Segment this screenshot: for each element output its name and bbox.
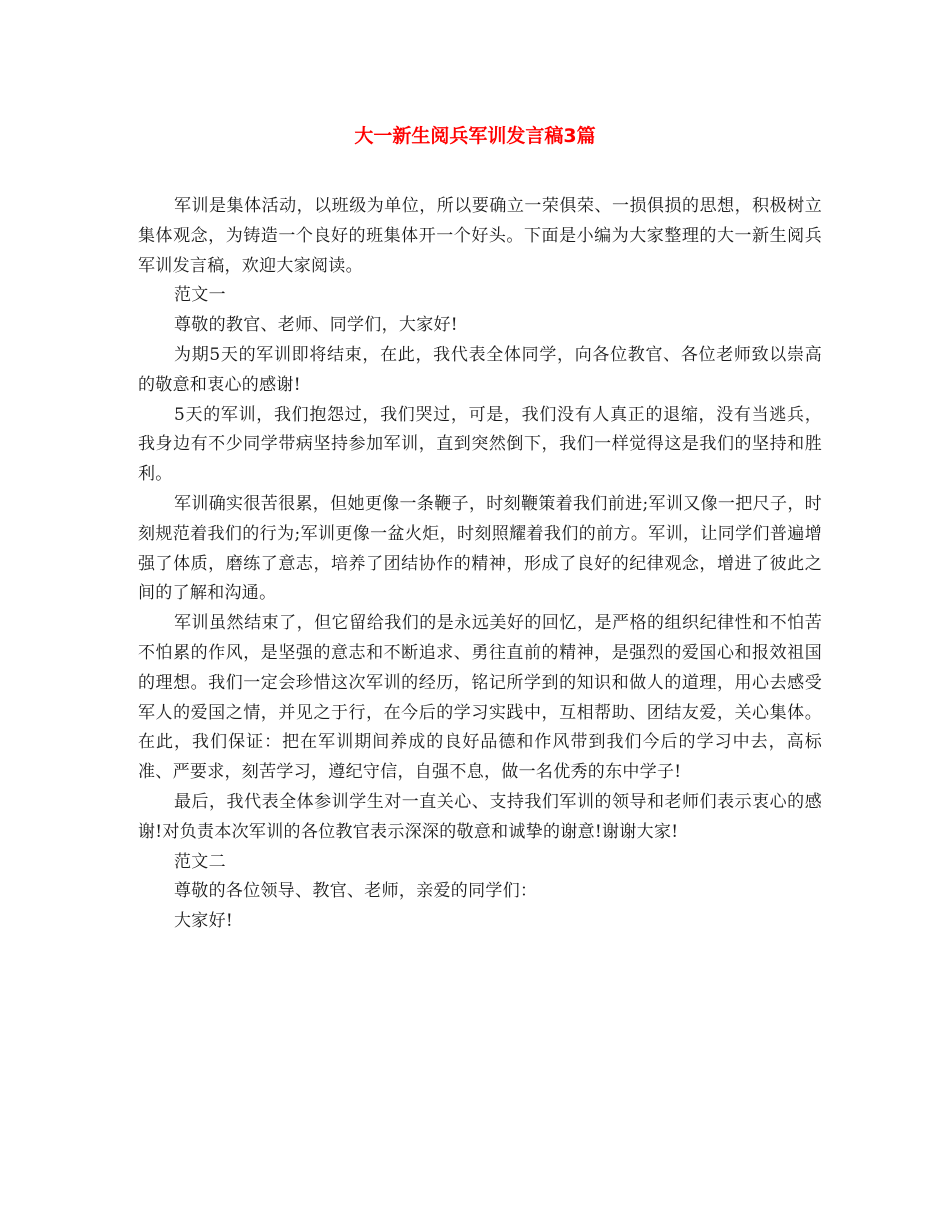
body-paragraph: 军训虽然结束了，但它留给我们的是永远美好的回忆，是严格的组织纪律性和不怕苦不怕累的作风，是坚强的意志和不断追求、勇往直前的精神，是强烈的爱国心和报效祖国的理想。我们一定会珍惜这次军训的经历，铭记所学到的知识和做人的道理，用心去感受军人的爱国之情，并见之于行，在今后的学习实践中，互相帮助、团结友爱，关心集体。在此，我们保证：把在军训期间养成的良好品德和作风带到我们今后的学习中去，高标准、严要求，刻苦学习，遵纪守信，自强不息，做一名优秀的东中学子! — [138, 613, 822, 783]
greeting-paragraph: 大家好! — [174, 911, 234, 932]
section-heading-sample-1: 范文一 — [174, 285, 226, 306]
document-body — [138, 192, 822, 937]
closing-paragraph: 最后，我代表全体参训学生对一直关心、支持我们军训的领导和老师们表示衷心的感谢!对负责本次军训的各位教官表示深深的敬意和诚挚的谢意!谢谢大家! — [138, 791, 822, 842]
body-paragraph: 5天的军训，我们抱怨过，我们哭过，可是，我们没有人真正的退缩，没有当逃兵，我身边有不少同学带病坚持参加军训，直到突然倒下，我们一样觉得这是我们的坚持和胜利。 — [138, 404, 822, 485]
document-title: 大一新生阅兵军训发言稿3篇 — [354, 125, 596, 147]
body-paragraph: 为期5天的军训即将结束，在此，我代表全体同学，向各位教官、各位老师致以崇高的敬意和衷心的感谢! — [138, 344, 822, 395]
greeting-paragraph: 尊敬的教官、老师、同学们，大家好! — [174, 315, 458, 336]
body-paragraph: 军训确实很苦很累，但她更像一条鞭子，时刻鞭策着我们前进;军训又像一把尺子，时刻规范着我们的行为;军训更像一盆火炬，时刻照耀着我们的前方。军训，让同学们普遍增强了体质，磨练了意志，培养了团结协作的精神，形成了良好的纪律观念，增进了彼此之间的了解和沟通。 — [138, 493, 822, 604]
salutation-paragraph: 尊敬的各位领导、教官、老师，亲爱的同学们： — [174, 881, 538, 902]
section-heading-sample-2: 范文二 — [174, 851, 226, 872]
intro-paragraph: 军训是集体活动，以班级为单位，所以要确立一荣俱荣、一损俱损的思想，积极树立集体观念，为铸造一个良好的班集体开一个好头。下面是小编为大家整理的大一新生阅兵军训发言稿，欢迎大家阅读。 — [138, 196, 822, 276]
